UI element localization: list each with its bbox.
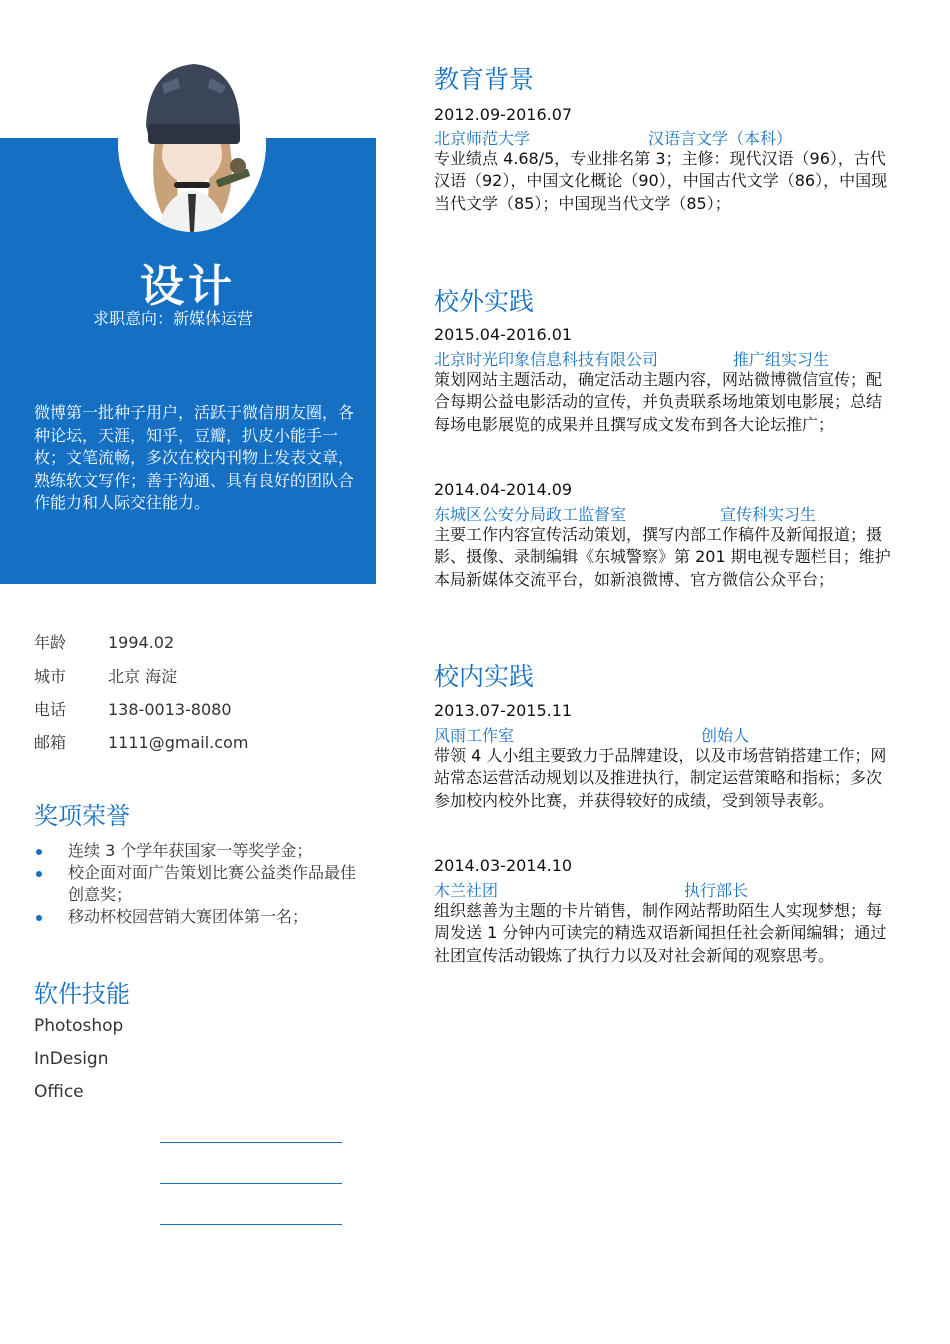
- job-intent: 求职意向：新媒体运营: [92, 309, 253, 328]
- info-label: 城市: [34, 667, 67, 686]
- entry-date: 2013.07-2015.11: [434, 701, 573, 720]
- divider: [160, 1142, 342, 1143]
- entry-date: 2014.03-2014.10: [434, 856, 573, 875]
- candidate-name: 设计: [140, 261, 236, 312]
- entry-desc: 主要工作内容宣传活动策划，撰写内部工作稿件及新闻报道；摄影、摄像、录制编辑《东城警察》第 201 期电视专题栏目；维护本局新媒体交流平台，如新浪微博、官方微信公众平台；: [434, 525, 891, 589]
- awards-heading: 奖项荣誉: [34, 802, 130, 830]
- education-school: 北京师范大学: [434, 129, 531, 148]
- skills-heading: 软件技能: [34, 980, 130, 1008]
- list-item: 校企面对面广告策划比赛公益类作品最佳创意奖；: [34, 862, 364, 906]
- entry-role: 推广组实习生: [733, 350, 830, 369]
- entry-role: 执行部长: [684, 881, 749, 900]
- self-introduction: 微博第一批种子用户，活跃于微信朋友圈，各种论坛，天涯，知乎，豆瓣，扒皮小能手一枚；文笔流畅，多次在校内刊物上发表文章，熟练软文写作；善于沟通、具有良好的团队合作能力和人际交往能力。: [34, 403, 355, 513]
- education-desc: 专业绩点 4.68/5，专业排名第 3；主修：现代汉语（96），古代汉语（92），中国文化概论（90），中国古代文学（86），中国现当代文学（85）；中国现当代文学（85）；: [434, 149, 888, 213]
- entry-org: 北京时光印象信息科技有限公司: [434, 350, 659, 369]
- avatar-illustration: [118, 54, 266, 232]
- info-row-phone: [34, 697, 232, 720]
- bullet-icon: [36, 915, 42, 921]
- entry-date: 2014.04-2014.09: [434, 480, 573, 499]
- info-row-city: [34, 664, 177, 687]
- entry-role: 创始人: [701, 726, 750, 745]
- info-label: 年龄: [34, 633, 67, 652]
- entry-desc: 策划网站主题活动，确定活动主题内容，网站微博微信宣传；配合每期公益电影活动的宣传，并负责联系场地策划电影展；总结每场电影展览的成果并且撰写成文发布到各大论坛推广；: [434, 370, 883, 434]
- skill-item: Photoshop: [34, 1016, 124, 1036]
- bullet-icon: [36, 871, 42, 877]
- info-value: 1994.02: [108, 633, 175, 652]
- entry-org: 东城区公安分局政工监督室: [434, 505, 627, 524]
- entry-desc: 带领 4 人小组主要致力于品牌建设，以及市场营销搭建工作；网站常态运营活动规划以及推进执行，制定运营策略和指标；多次参加校内校外比赛，并获得较好的成绩，受到领导表彰。: [434, 746, 887, 810]
- entry-org: 风雨工作室: [434, 726, 515, 745]
- info-value: 北京 海淀: [108, 667, 178, 686]
- divider: [160, 1183, 342, 1184]
- avatar: [118, 54, 266, 232]
- education-major: 汉语言文学（本科）: [648, 129, 793, 148]
- entry-org: 木兰社团: [434, 881, 499, 900]
- info-label: 邮箱: [34, 733, 67, 752]
- info-value: 1111@gmail.com: [108, 733, 249, 752]
- info-label: 电话: [34, 700, 67, 719]
- divider: [160, 1224, 342, 1225]
- entry-role: 宣传科实习生: [720, 505, 817, 524]
- info-row-age: [34, 630, 174, 653]
- education-heading: 教育背景: [434, 65, 535, 94]
- external-heading: 校外实践: [434, 287, 535, 316]
- info-row-email: [34, 730, 248, 753]
- bullet-icon: [36, 849, 42, 855]
- list-item: 移动杯校园营销大赛团体第一名；: [34, 906, 364, 928]
- info-value: 138-0013-8080: [108, 700, 232, 719]
- entry-desc: 组织慈善为主题的卡片销售，制作网站帮助陌生人实现梦想；每周发送 1 分钟内可读完的精选双语新闻担任社会新闻编辑；通过社团宣传活动锻炼了执行力以及对社会新闻的观察思考。: [434, 901, 887, 965]
- skill-item: Office: [34, 1082, 84, 1102]
- awards-list: [34, 840, 364, 928]
- entry-date: 2015.04-2016.01: [434, 325, 573, 344]
- internal-heading: 校内实践: [434, 662, 535, 691]
- education-date: 2012.09-2016.07: [434, 105, 573, 124]
- list-item: 连续 3 个学年获国家一等奖学金；: [34, 840, 364, 862]
- skill-item: InDesign: [34, 1049, 109, 1069]
